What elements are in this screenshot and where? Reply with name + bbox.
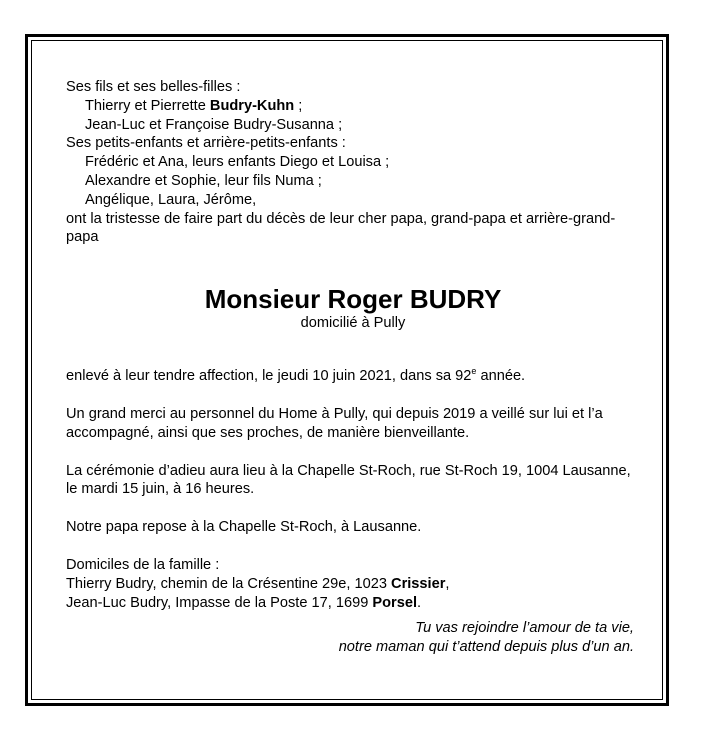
- closing-quote: [339, 619, 634, 657]
- announcement-text: ont la tristesse de faire part du décès de leur cher papa, grand-papa et arrière-grand-papa: [66, 210, 616, 246]
- address-entry: Thierry Budry, chemin de la Crésentine 29e, 1023 Crissier,: [66, 575, 450, 592]
- address-town: Porsel: [372, 594, 418, 611]
- rest-paragraph: Notre papa repose à la Chapelle St-Roch, à Lausanne.: [66, 519, 422, 536]
- son-entry: Thierry et Pierrette Budry-Kuhn ;: [85, 97, 303, 114]
- addresses-heading: Domiciles de la famille :: [66, 556, 220, 573]
- addresses-block: [66, 556, 640, 612]
- deceased-block: [66, 284, 640, 332]
- grandchildren-heading: Ses petits-enfants et arrière-petits-enfants :: [66, 135, 346, 152]
- son-entry: Jean-Luc et Françoise Budry-Susanna ;: [85, 116, 343, 133]
- deceased-residence: domicilié à Pully: [300, 315, 406, 332]
- ceremony-paragraph: La cérémonie d’adieu aura lieu à la Chapelle St-Roch, rue St-Roch 19, 1004 Lausanne, le mardi 15 juin, à 16 heures.: [66, 462, 631, 498]
- death-paragraph: enlevé à leur tendre affection, le jeudi 10 juin 2021, dans sa 92e année.: [66, 366, 526, 385]
- quote-line: notre maman qui t’attend depuis plus d’un an.: [338, 638, 634, 655]
- thanks-paragraph: Un grand merci au personnel du Home à Pully, qui depuis 2019 a veillé sur lui et l’a accompagné, ainsi que ses proches, de manière bienveillante.: [66, 405, 603, 441]
- grandchild-entry: Angélique, Laura, Jérôme,: [85, 191, 257, 208]
- grandchild-entry: Frédéric et Ana, leurs enfants Diego et Louisa ;: [85, 154, 390, 171]
- grandchild-entry: Alexandre et Sophie, leur fils Numa ;: [85, 172, 322, 189]
- address-entry: Jean-Luc Budry, Impasse de la Poste 17, 1699 Porsel.: [66, 594, 422, 611]
- sons-heading: Ses fils et ses belles-filles :: [66, 79, 241, 95]
- obituary-content: [66, 78, 640, 612]
- quote-line: Tu vas rejoindre l’amour de ta vie,: [415, 620, 634, 636]
- address-town: Crissier: [391, 575, 446, 592]
- deceased-name: Monsieur Roger BUDRY: [204, 284, 502, 315]
- son-surname: Budry-Kuhn: [209, 97, 295, 114]
- ordinal-superscript: e: [471, 366, 477, 377]
